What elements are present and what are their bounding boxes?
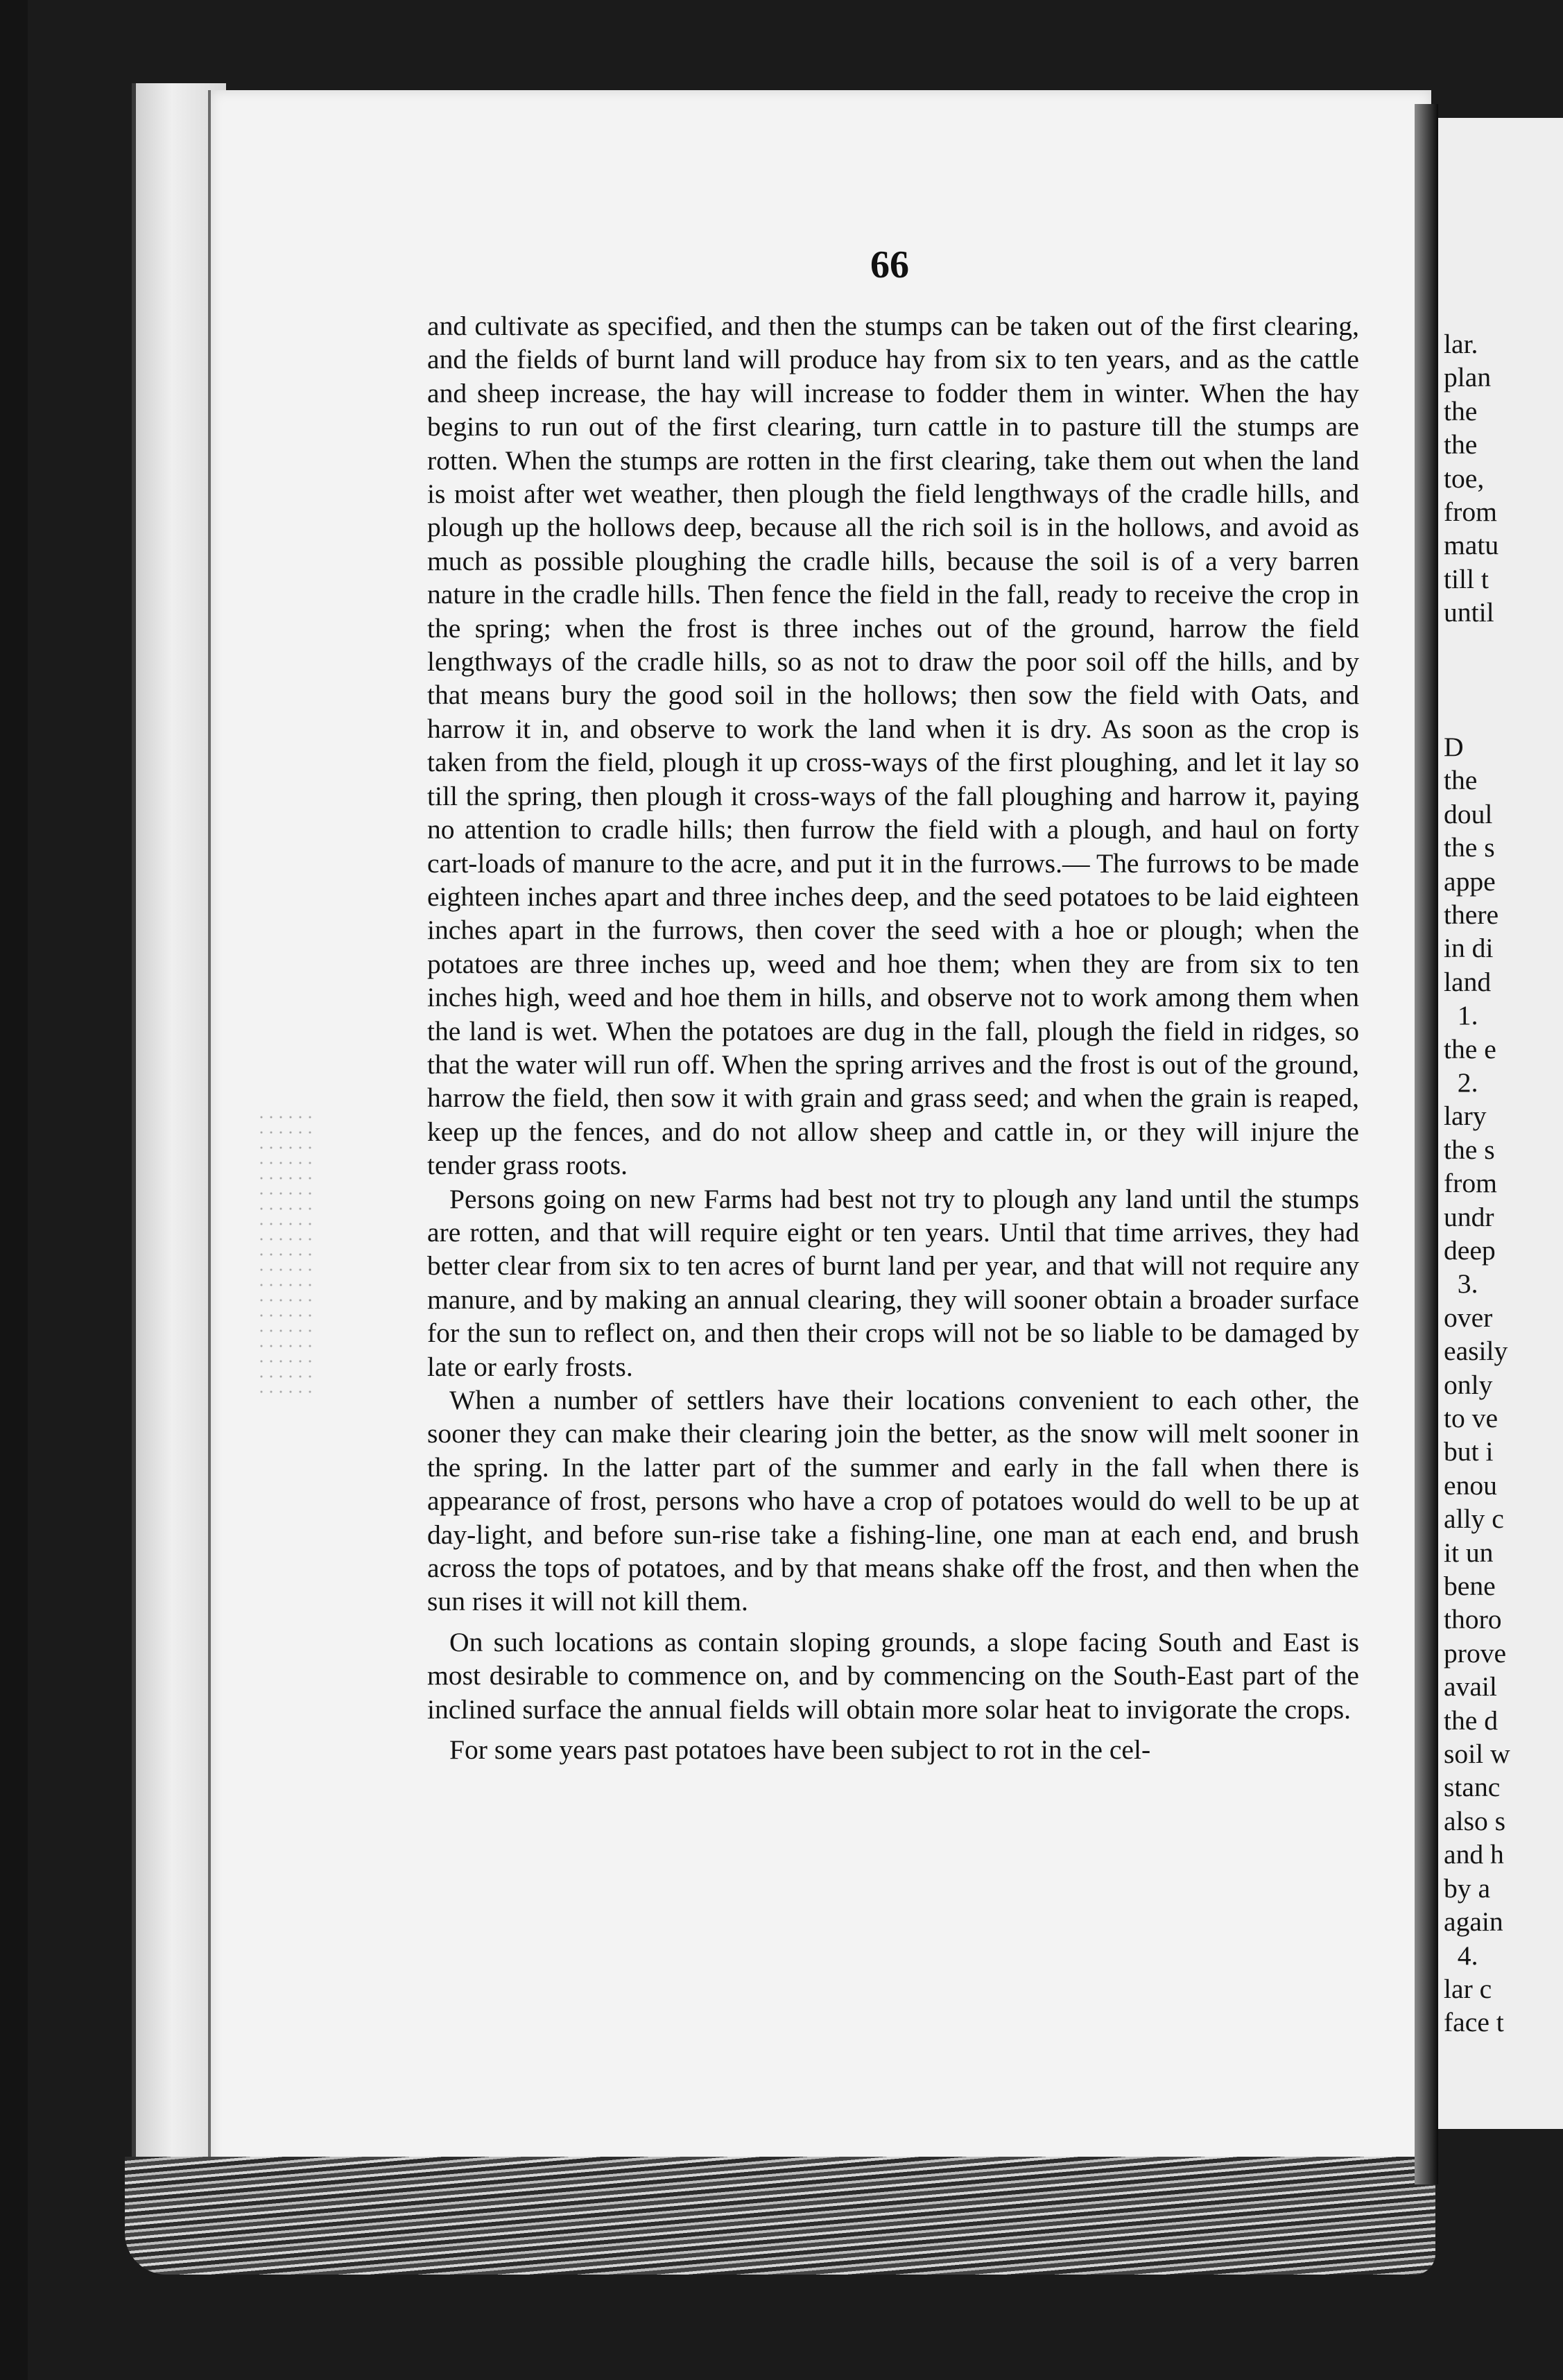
paragraph-3: When a number of settlers have their locations convenient to each other, the sooner they can make their clearing join the better, as the snow will melt sooner in the spring. In the latter part of the summer and early in the fall when there is appearance of frost, persons who have a crop of potatoes would do well to be up at day-light, and before sun-rise take a fishing-line, one man at each end, and brush across the tops of potatoes, and by that means shake off the frost, and then when the sun rises it will not kill them. <box>427 1385 1359 1617</box>
facing-page-text: lar. plan the the toe, from matu till t until D the doul the s appe there in di land 1. the e 2. lary the s from undr deep 3. over easily only to ve but i enou ally c it un bene thoro prove avail the d soil w stanc also s and h by a again 4. lar c face t <box>1444 329 1510 2038</box>
margin-speckle <box>257 1110 312 1401</box>
gutter-shadow <box>1415 104 1438 2184</box>
paragraph-4: On such locations as contain sloping grounds, a slope facing South and East is most desirable to commence on, and by commencing on the South-East part of the inclined surface the annual fields will obtain more solar heat to invigorate the crops. <box>427 1626 1359 1725</box>
page-body <box>427 309 1359 1766</box>
paragraph-2: Persons going on new Farms had best not try to plough any land until the stumps are rotten, and that will require eight or ten years. Until that time arrives, they had better clear from six to ten acres of burnt land per year, and that will not require any manure, and by making an annual clearing, they will sooner obtain a broader surface for the sun to reflect on, and then their crops will not be so liable to be damaged by late or early frosts. <box>427 1183 1359 1382</box>
paragraph-5: For some years past potatoes have been subject to rot in the cel- <box>449 1734 1151 1766</box>
page-number: 66 <box>870 243 909 286</box>
worn-page-bottom <box>125 2157 1435 2275</box>
paragraph-1: and cultivate as specified, and then the stumps can be taken out of the first clearing, and the fields of burnt land will produce hay from six to ten years, and as the cattle and sheep increase, the hay will increase to fodder them in winter. When the hay begins to run out of the first clearing, turn cattle in to pasture till the stumps are rotten. When the stumps are rotten in the first clearing, take them out when the land is moist after wet weather, then plough the field lengthways of the cradle hills, and plough up the hollows deep, because all the rich soil is in the hollows, and avoid as much as possible ploughing the cradle hills, because the soil is of a very barren nature in the cradle hills. Then fence the field in the fall, ready to receive the crop in the spring; when the frost is three inches out of the ground, harrow the field lengthways of the cradle hills, so as not to draw the poor soil off the hills, and by that means bury the good soil in the hollows; then sow the field with Oats, and harrow it in, and observe to work the land when it is dry. As soon as the crop is taken from the field, plough it up cross-ways of the first ploughing, and let it lay so till the spring, then plough it cross-ways of the fall ploughing and harrow it, paying no attention to cradle hills; then furrow the field with a plough, and haul on forty cart-loads of manure to the acre, and put it in the furrows.— The furrows to be made eighteen inches apart and three inches deep, and the seed potatoes to be laid eighteen inches apart in the furrows, then cover the seed with a hoe or plough; when the potatoes are three inches up, weed and hoe them; when they are from six to ten inches high, weed and hoe them in hills, and observe not to work among them when the land is wet. When the potatoes are dug in the fall, plough the field in ridges, so that the water will run off. When the spring arrives and the frost is out of the ground, harrow the field, then sow it with grain and grass seed; and when the grain is reaped, keep up the fences, and do not allow sheep and cattle in, or they will injure the tender grass roots. <box>427 311 1360 1181</box>
